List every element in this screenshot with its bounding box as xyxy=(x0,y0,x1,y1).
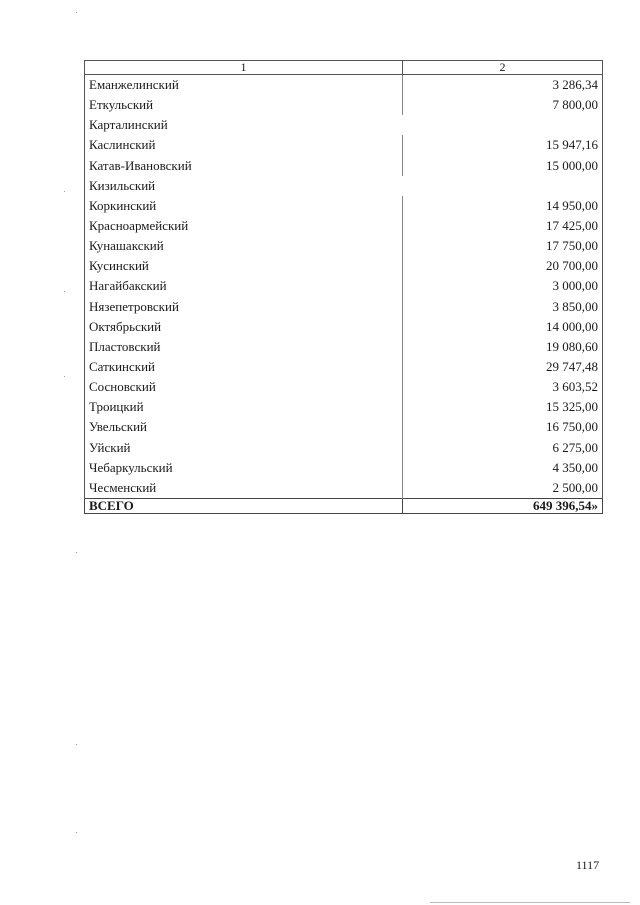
table-row xyxy=(85,397,603,417)
total-value: 649 396,54» xyxy=(403,498,603,513)
amount-cell: 7 800,00 xyxy=(403,95,603,115)
amount-cell: 6 275,00 xyxy=(403,438,603,458)
district-name-cell: Еткульский xyxy=(85,95,403,115)
table-row xyxy=(85,196,603,216)
amount-cell: 3 850,00 xyxy=(403,297,603,317)
table-row xyxy=(85,176,603,196)
amount-cell: 19 080,60 xyxy=(403,337,603,357)
amount-cell: 16 750,00 xyxy=(403,417,603,437)
amount-cell xyxy=(403,176,603,196)
table-row xyxy=(85,297,603,317)
table-row xyxy=(85,337,603,357)
amount-cell: 3 603,52 xyxy=(403,377,603,397)
page-number: 1117 xyxy=(576,858,600,872)
scan-speck xyxy=(76,12,77,13)
scan-speck xyxy=(64,291,65,292)
amount-cell: 15 947,16 xyxy=(403,135,603,155)
amount-cell: 3 000,00 xyxy=(403,276,603,296)
district-name-cell: Чесменский xyxy=(85,478,403,499)
amount-cell: 17 425,00 xyxy=(403,216,603,236)
amount-cell: 4 350,00 xyxy=(403,458,603,478)
table-row xyxy=(85,377,603,397)
column-header-1: 1 xyxy=(85,61,403,75)
table-row xyxy=(85,458,603,478)
district-name-cell: Сосновский xyxy=(85,377,403,397)
district-name-cell: Кизильский xyxy=(85,176,403,196)
amount-cell: 29 747,48 xyxy=(403,357,603,377)
table-row xyxy=(85,135,603,155)
table-row xyxy=(85,115,603,135)
table-row xyxy=(85,357,603,377)
district-name-cell: Чебаркульский xyxy=(85,458,403,478)
district-name-cell: Еманжелинский xyxy=(85,75,403,96)
scan-speck xyxy=(76,552,77,553)
amount-cell: 17 750,00 xyxy=(403,236,603,256)
district-name-cell: Уйский xyxy=(85,438,403,458)
table-row xyxy=(85,276,603,296)
amount-cell: 14 950,00 xyxy=(403,196,603,216)
district-name-cell: Пластовский xyxy=(85,337,403,357)
district-name-cell: Красноармейский xyxy=(85,216,403,236)
scan-speck xyxy=(64,191,65,192)
table-row xyxy=(85,417,603,437)
district-name-cell: Кунашакский xyxy=(85,236,403,256)
total-label: ВСЕГО xyxy=(85,498,403,513)
district-name-cell: Саткинский xyxy=(85,357,403,377)
amount-cell xyxy=(403,115,603,135)
table-row xyxy=(85,95,603,115)
table-row xyxy=(85,156,603,176)
table-row xyxy=(85,216,603,236)
scan-speck xyxy=(76,832,77,833)
column-number-row xyxy=(85,61,603,75)
table-body xyxy=(85,61,603,514)
district-table xyxy=(84,60,603,514)
scan-speck xyxy=(76,744,77,745)
district-name-cell: Карталинский xyxy=(85,115,403,135)
district-name-cell: Нязепетровский xyxy=(85,297,403,317)
amount-cell: 14 000,00 xyxy=(403,317,603,337)
amount-cell: 2 500,00 xyxy=(403,478,603,499)
amount-cell: 15 325,00 xyxy=(403,397,603,417)
scan-speck xyxy=(64,376,65,377)
district-name-cell: Кусинский xyxy=(85,256,403,276)
amount-cell: 20 700,00 xyxy=(403,256,603,276)
amount-cell: 3 286,34 xyxy=(403,75,603,96)
district-name-cell: Октябрьский xyxy=(85,317,403,337)
total-row xyxy=(85,498,603,513)
table-row xyxy=(85,236,603,256)
district-name-cell: Катав-Ивановский xyxy=(85,156,403,176)
table-row xyxy=(85,438,603,458)
table-row xyxy=(85,478,603,499)
scan-edge-line xyxy=(430,902,630,903)
amount-cell: 15 000,00 xyxy=(403,156,603,176)
district-name-cell: Увельский xyxy=(85,417,403,437)
district-name-cell: Коркинский xyxy=(85,196,403,216)
table-row xyxy=(85,317,603,337)
district-name-cell: Каслинский xyxy=(85,135,403,155)
table-row xyxy=(85,256,603,276)
district-name-cell: Нагайбакский xyxy=(85,276,403,296)
district-name-cell: Троицкий xyxy=(85,397,403,417)
column-header-2: 2 xyxy=(403,61,603,75)
table-row xyxy=(85,75,603,96)
